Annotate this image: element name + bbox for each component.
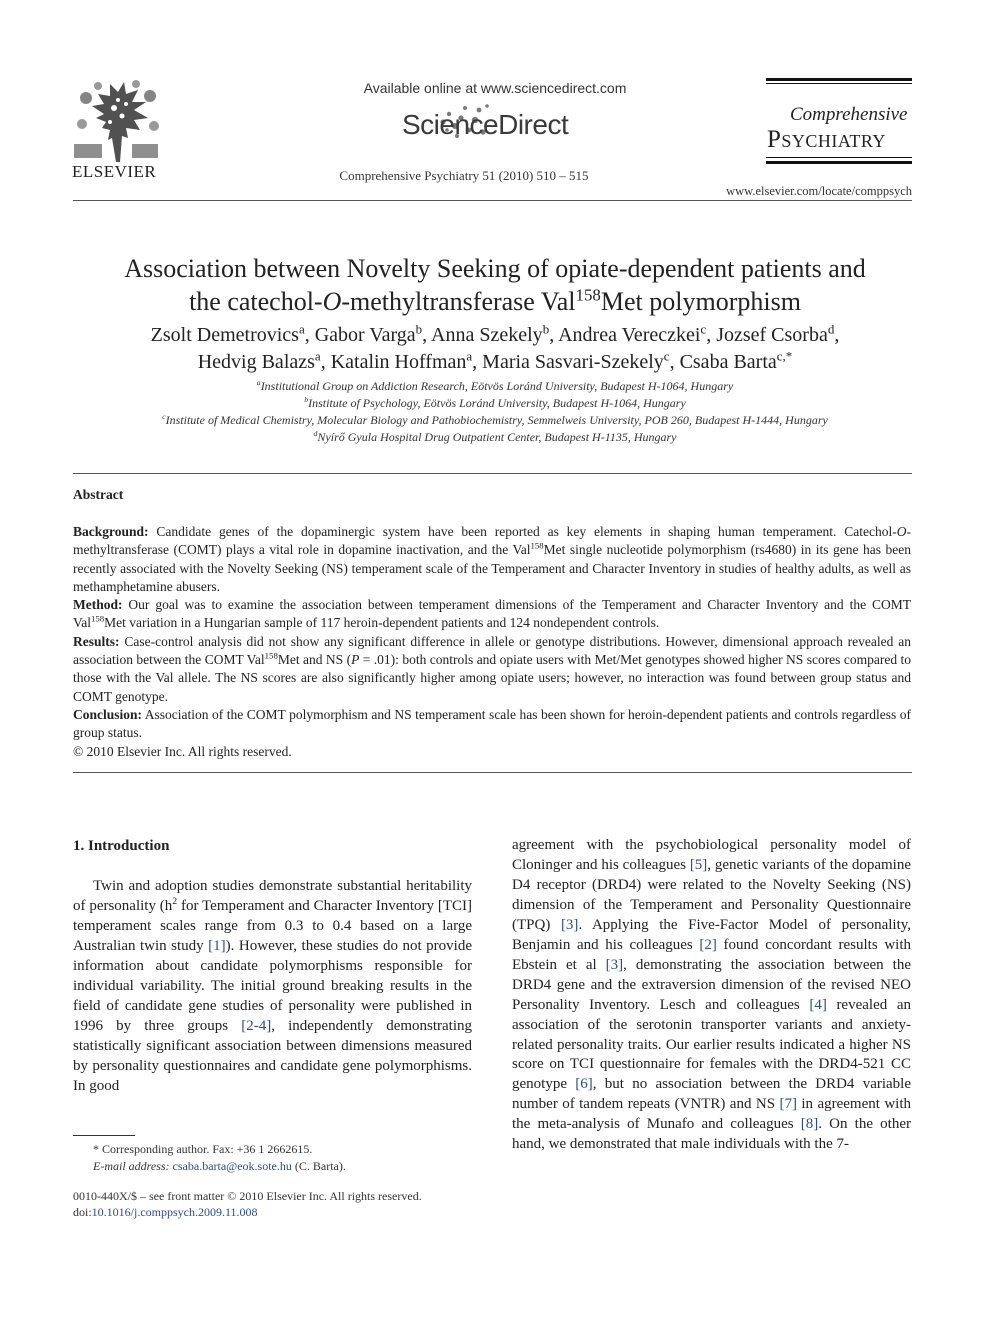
sciencedirect-wordmark: ScienceDirect	[402, 109, 569, 140]
email-link[interactable]: csaba.barta@eok.sote.hu	[172, 1159, 292, 1173]
abstract-top-divider	[73, 473, 912, 474]
abstract-conclusion: Conclusion: Association of the COMT polymorphism and NS temperament scale has been shown for heroin-dependent patients and controls regardless of group status.	[73, 706, 911, 741]
author: Gabor Varga	[314, 324, 416, 346]
author: Hedvig Balazs	[197, 351, 315, 373]
corresponding-author-footnote: * Corresponding author. Fax: +36 1 2662615. E-mail address: csaba.barta@eok.sote.hu (C. Barta).	[93, 1142, 346, 1173]
copyright-line: © 2010 Elsevier Inc. All rights reserved.	[73, 743, 292, 759]
issn-line: 0010-440X/$ – see front matter © 2010 Elsevier Inc. All rights reserved.	[73, 1189, 422, 1203]
abstract-method: Method: Our goal was to examine the association between temperament dimensions of the Temperament and Character Inventory and the COMT Val$^{158}$Met variation in a Hungarian sample of 117 heroin-dependent patients and 124 nondependent controls.	[73, 597, 911, 631]
abstract-results: Results: Case-control analysis did not show any significant difference in allele or genotype distributions. However, dimensional approach revealed an association between the COMT Val$^{158}$Met and NS (P = .01): both controls and opiate users with Met/Met genotypes showed higher NS scores compared to those with the Val allele. The NS scores are also significantly higher among opiate users; however, no interaction was found between group status and COMT genotype.	[73, 633, 911, 704]
author: Andrea Vereczkei	[558, 324, 701, 346]
abstract-body	[73, 523, 911, 761]
journal-masthead-rule	[766, 78, 912, 84]
citation-link[interactable]: [6]	[575, 1076, 593, 1093]
citation-link[interactable]: [2-4]	[241, 1017, 272, 1034]
citation-link[interactable]: [8]	[800, 1116, 819, 1133]
section-heading-introduction: 1. Introduction	[73, 838, 170, 854]
abstract-bottom-divider	[73, 772, 912, 773]
footnote-rule	[73, 1135, 135, 1136]
author: Jozsef Csorba	[716, 324, 828, 346]
journal-citation: Comprehensive Psychiatry 51 (2010) 510 – 515	[339, 168, 589, 183]
affiliation: $^a$Institutional Group on Addiction Research, Eötvös Loránd University, Budapest H-1064, Hungary	[256, 378, 734, 393]
journal-url-link[interactable]: www.elsevier.com/locate/comppsych	[726, 184, 912, 198]
affiliation: $^c$Institute of Medical Chemistry, Molecular Biology and Pathobiochemistry, Semmelweis University, POB 260, Budapest H-1444, Hungary	[162, 412, 828, 427]
author: Csaba Barta	[679, 351, 777, 373]
author-list: Zsolt Demetrovics$^a$, Gabor Varga$^b$, Anna Szekely$^b$, Andrea Vereczkei$^c$, Jozsef Csorba$^d$, Hedvig Balazs$^a$, Katalin Hoffman$^a$, Maria Sasvari-Szekely$^c$, Csaba Barta$^{c,*}$	[150, 321, 840, 373]
affiliation: $^b$Institute of Psychology, Eötvös Loránd University, Budapest H-1064, Hungary	[304, 395, 686, 410]
journal-name-line1: Comprehensive	[790, 104, 908, 125]
abstract-background: Background: Candidate genes of the dopaminergic system have been reported as key elements in shaping human temperament. Catechol-O-methyltransferase (COMT) plays a vital role in dopamine inactivation, and the Val$^{158}$Met single nucleotide polymorphism (rs4680) in its gene has been recently associated with the Novelty Seeking (NS) temperament scale of the Temperament and Character Inventory in studies of healthy adults, as well as methamphetamine abusers.	[73, 524, 912, 594]
author: Maria Sasvari-Szekely	[482, 351, 664, 373]
publisher-wordmark: ELSEVIER	[72, 162, 157, 181]
affiliation: $^d$Nyírő Gyula Hospital Drug Outpatient Center, Budapest H-1135, Hungary	[313, 429, 677, 444]
author: Katalin Hoffman	[330, 351, 467, 373]
body-column-left: Twin and adoption studies demonstrate substantial heritability of personality ($h^2$ for Temperament and Character Inventory [TCI] temperament scales range from 0.3 to 0.4 based on a large Australian twin study [1]). However, these studies do not provide information about candidate polymorphisms responsible for individual variability. The initial ground breaking results in the field of candidate gene studies of personality were published in 1996 by three groups [2-4], independently demonstrating statistically significant association between dimensions measured by personality questionnaires and candidate gene polymorphisms. In good	[73, 878, 473, 1094]
abstract-heading: Abstract	[73, 487, 124, 502]
citation-link[interactable]: [2]	[699, 936, 717, 953]
body-column-right: agreement with the psychobiological personality model of Cloninger and his colleagues [5], genetic variants of the dopamine D4 receptor (DRD4) were related to the Novelty Seeking (NS) dimension of the Temperament and Personality Questionnaire (TPQ) [3]. Applying the Five-Factor Model of personality, Benjamin and his colleagues [2] found concordant results with Ebstein et al [3], demonstrating the association between the DRD4 gene and the extraversion dimension of the revised NEO Personality Inventory. Lesch and colleagues [4] revealed an association of the serotonin transporter variants and anxiety-related personality traits. Our earlier results indicated a higher NS score on TCI questionnaire for females with the DRD4-521 CC genotype [6], but no association between the DRD4 variable number of tandem repeats (VNTR) and NS [7] in agreement with the meta-analysis of Munafo and colleagues [8]. On the other hand, we demonstrated that male individuals with the 7-	[512, 837, 912, 1153]
article-title: Association between Novelty Seeking of opiate-dependent patients and the catechol-O-methyltransferase Val$^{158}$Met polymorphism	[124, 254, 866, 316]
citation-link[interactable]: [3]	[560, 916, 579, 933]
issn-doi-block: 0010-440X/$ – see front matter © 2010 Elsevier Inc. All rights reserved. doi:10.1016/j.comppsych.2009.11.008	[73, 1188, 493, 1220]
doi-link[interactable]: 10.1016/j.comppsych.2009.11.008	[91, 1205, 258, 1219]
affiliations	[60, 378, 930, 446]
citation-link[interactable]: [7]	[779, 1096, 797, 1113]
header-divider	[73, 200, 912, 201]
citation-link[interactable]: [5]	[689, 856, 708, 873]
available-online-text: Available online at www.sciencedirect.com	[363, 80, 627, 96]
citation-link[interactable]: [4]	[809, 996, 827, 1013]
journal-masthead-rule-lower	[766, 157, 912, 158]
journal-name-line2: Psychiatry	[767, 126, 886, 153]
author: Anna Szekely	[431, 324, 543, 346]
journal-masthead-rule-lower-thick	[766, 161, 912, 164]
citation-link[interactable]: [3]	[605, 956, 624, 973]
citation-link[interactable]: [1]	[208, 937, 226, 954]
author: Zsolt Demetrovics	[150, 324, 299, 346]
